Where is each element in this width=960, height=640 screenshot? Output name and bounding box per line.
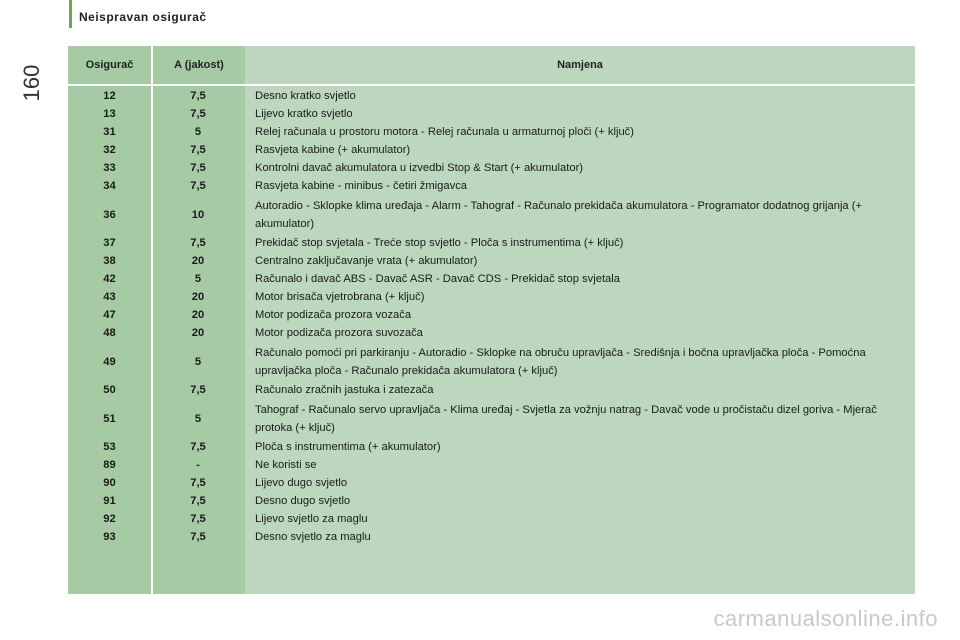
fuse-purpose: Motor podizača prozora vozača (255, 309, 412, 322)
fuse-amperage: 5 (194, 126, 202, 139)
fuse-amperage: 7,5 (190, 513, 206, 526)
table-row (68, 178, 915, 196)
table-row (68, 493, 915, 511)
fuse-amperage: 7,5 (190, 531, 206, 544)
table-row (68, 343, 915, 382)
fuse-amperage: 7,5 (190, 477, 206, 490)
fuse-number: 53 (103, 441, 116, 454)
table-row (68, 106, 915, 124)
header-fuse: Osigurač (85, 59, 134, 71)
fuse-number: 32 (103, 144, 116, 157)
fuse-amperage: 7,5 (190, 108, 206, 121)
table-row (68, 160, 915, 178)
fuse-number: 42 (103, 273, 116, 286)
fuse-number: 33 (103, 162, 116, 175)
table-row (68, 88, 915, 106)
watermark: carmanualsonline.info (713, 606, 938, 631)
table-row (68, 196, 915, 235)
table-body (68, 88, 915, 547)
table-row (68, 511, 915, 529)
fuse-purpose: Tahograf - Računalo servo upravljača - Klima uređaj - Svjetla za vožnju natrag - Davač vode u pročistaču dizel goriva - Mjerač protoka (+ ključ) (255, 404, 877, 434)
header-amperage: A (jakost) (174, 59, 224, 71)
fuse-amperage: 7,5 (190, 144, 206, 157)
fuse-number: 93 (103, 531, 116, 544)
table-row (68, 475, 915, 493)
fuse-number: 31 (103, 126, 116, 139)
table-row (68, 529, 915, 547)
fuse-number: 34 (103, 180, 116, 193)
fuse-purpose: Računalo pomoći pri parkiranju - Autoradio - Sklopke na obruču upravljača - Središnja i bočna upravljačka ploča - Pomoćna upravljačka ploča - Računalo prekidača akumulatora (+ ključ) (255, 347, 866, 377)
table-row (68, 439, 915, 457)
fuse-number: 13 (103, 108, 116, 121)
fuse-number: 92 (103, 513, 116, 526)
fuse-amperage: 5 (194, 273, 202, 286)
fuse-purpose: Motor brisača vjetrobrana (+ ključ) (255, 291, 425, 304)
table-row (68, 142, 915, 160)
fuse-amperage: 7,5 (190, 495, 206, 508)
fuse-amperage: 7,5 (190, 162, 206, 175)
fuse-amperage: 10 (191, 208, 205, 221)
fuse-number: 38 (103, 255, 116, 268)
fuse-purpose: Autoradio - Sklopke klima uređaja - Alarm - Tahograf - Računalo prekidača akumulatora - Programator dodatnog grijanja (+ akumulator) (255, 200, 863, 230)
table-row (68, 325, 915, 343)
fuse-purpose: Rasvjeta kabine - minibus - četiri žmigavca (255, 180, 468, 193)
fuse-number: 51 (103, 412, 116, 425)
fuse-number: 43 (103, 291, 116, 304)
fuse-amperage: 7,5 (190, 384, 206, 397)
section-accent-bar (69, 0, 72, 28)
table-row (68, 289, 915, 307)
fuse-amperage: 7,5 (190, 90, 206, 103)
table-row (68, 253, 915, 271)
fuse-purpose: Relej računala u prostoru motora - Relej računala u armaturnoj ploči (+ ključ) (255, 126, 634, 139)
fuse-purpose: Ne koristi se (255, 459, 317, 472)
table-row (68, 235, 915, 253)
fuse-amperage: - (196, 459, 200, 472)
fuse-purpose: Desno dugo svjetlo (255, 495, 351, 508)
fuse-purpose: Ploča s instrumentima (+ akumulator) (255, 441, 441, 454)
fuse-purpose: Lijevo svjetlo za maglu (255, 513, 368, 526)
fuse-purpose: Lijevo dugo svjetlo (255, 477, 348, 490)
fuse-purpose: Centralno zaključavanje vrata (+ akumulator) (255, 255, 478, 268)
page-number: 160 (19, 64, 44, 102)
table-row (68, 271, 915, 289)
fuse-number: 90 (103, 477, 116, 490)
fuse-purpose: Računalo i davač ABS - Davač ASR - Davač CDS - Prekidač stop svjetala (255, 273, 620, 286)
fuse-amperage: 5 (194, 355, 202, 368)
fuse-number: 47 (103, 309, 116, 322)
table-row (68, 382, 915, 400)
fuse-amperage: 7,5 (190, 441, 206, 454)
fuse-amperage: 20 (191, 309, 205, 322)
table-row (68, 307, 915, 325)
fuse-purpose: Rasvjeta kabine (+ akumulator) (255, 144, 411, 157)
fuse-purpose: Motor podizača prozora suvozača (255, 327, 423, 340)
fuse-purpose: Prekidač stop svjetala - Treće stop svjetlo - Ploča s instrumentima (+ ključ) (255, 237, 624, 250)
fuse-amperage: 7,5 (190, 180, 206, 193)
fuse-amperage: 5 (194, 412, 202, 425)
fuse-purpose: Kontrolni davač akumulatora u izvedbi Stop & Start (+ akumulator) (255, 162, 584, 175)
fuse-number: 49 (103, 355, 116, 368)
fuse-number: 91 (103, 495, 116, 508)
fuse-purpose: Desno svjetlo za maglu (255, 531, 371, 544)
table-row (68, 400, 915, 439)
fuse-purpose: Lijevo kratko svjetlo (255, 108, 353, 121)
table-row (68, 124, 915, 142)
fuse-number: 36 (103, 208, 116, 221)
fuse-amperage: 7,5 (190, 237, 206, 250)
fuse-amperage: 20 (191, 291, 205, 304)
table-row (68, 457, 915, 475)
header-purpose: Namjena (557, 59, 603, 71)
section-title: Neispravan osigurač (79, 10, 207, 24)
fuse-number: 48 (103, 327, 116, 340)
fuse-number: 12 (103, 90, 116, 103)
fuse-amperage: 20 (191, 255, 205, 268)
fuse-amperage: 20 (191, 327, 205, 340)
fuse-number: 37 (103, 237, 116, 250)
header-divider (68, 84, 915, 86)
fuse-purpose: Računalo zračnih jastuka i zatezača (255, 384, 434, 397)
fuse-purpose: Desno kratko svjetlo (255, 90, 356, 103)
fuse-number: 89 (103, 459, 116, 472)
fuse-table (68, 46, 915, 594)
fuse-number: 50 (103, 384, 116, 397)
